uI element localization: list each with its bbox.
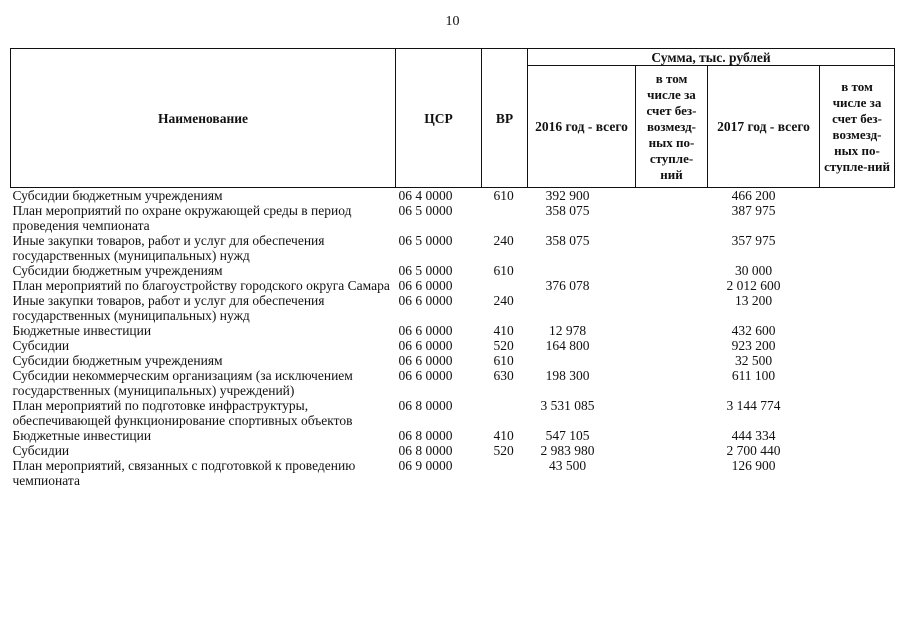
row-vr: [482, 398, 528, 428]
row-name: Бюджетные инвестиции: [12, 428, 152, 443]
row-2017-gratuitous: [820, 233, 895, 263]
row-csr: 06 8 0000: [398, 443, 453, 458]
row-2017-total: 3 144 774: [726, 398, 781, 413]
row-2016-total: [528, 293, 636, 323]
row-csr: 06 6 0000: [398, 323, 453, 338]
row-2017-total: 387 975: [731, 203, 776, 218]
table-row: [11, 428, 895, 443]
row-csr: 06 6 0000: [398, 368, 453, 383]
row-2016-total: 43 500: [548, 458, 587, 473]
page-number: 10: [445, 14, 460, 29]
row-2017-total: 2 012 600: [726, 278, 781, 293]
row-2016-total: [528, 263, 636, 278]
row-2017-gratuitous: [820, 428, 895, 443]
row-2016-total: 392 900: [545, 188, 590, 203]
table-row: [11, 368, 895, 398]
row-name: Бюджетные инвестиции: [12, 323, 152, 338]
row-2017-gratuitous: [820, 398, 895, 428]
row-vr: 630: [493, 368, 514, 383]
row-csr: 06 4 0000: [398, 188, 453, 203]
row-name: Субсидии: [12, 338, 70, 353]
row-name: Субсидии бюджетным учреждениям: [12, 188, 223, 203]
row-vr: 410: [493, 323, 514, 338]
row-csr: 06 8 0000: [398, 428, 453, 443]
row-2017-total: 466 200: [731, 188, 776, 203]
row-2016-total: 2 983 980: [540, 443, 595, 458]
header-2017-total: 2017 год - всего: [708, 66, 820, 188]
row-2016-total: 198 300: [545, 368, 590, 383]
row-csr: 06 6 0000: [398, 293, 453, 308]
row-2016-gratuitous: [636, 353, 708, 368]
header-2016-gratuitous: в том числе за счет без-возмезд-ных по-ступле-ний: [636, 66, 708, 188]
table-row: [11, 323, 895, 338]
row-name: План мероприятий по благоустройству городского округа Самара: [12, 278, 390, 293]
row-vr: 520: [493, 443, 514, 458]
row-2016-gratuitous: [636, 338, 708, 353]
row-name: Иные закупки товаров, работ и услуг для обеспечения государственных (муниципальных) нужд: [12, 233, 325, 263]
row-2016-total: 358 075: [545, 203, 590, 218]
row-2016-total: 3 531 085: [540, 398, 595, 413]
row-2016-total: 547 105: [545, 428, 590, 443]
table-row: [11, 338, 895, 353]
row-2017-total: 32 500: [734, 353, 773, 368]
row-2017-gratuitous: [820, 338, 895, 353]
row-2017-gratuitous: [820, 188, 895, 204]
table-row: [11, 278, 895, 293]
table-row: [11, 203, 895, 233]
row-2016-total: 358 075: [545, 233, 590, 248]
row-name: Субсидии некоммерческим организациям (за исключением государственных (муниципальных) учреждений): [12, 368, 353, 398]
row-2016-gratuitous: [636, 203, 708, 233]
row-2016-gratuitous: [636, 188, 708, 204]
table-body: [11, 188, 895, 489]
row-2017-gratuitous: [820, 353, 895, 368]
row-vr: 610: [493, 263, 514, 278]
row-csr: 06 5 0000: [398, 233, 453, 248]
row-name: Субсидии: [12, 443, 70, 458]
row-name: План мероприятий, связанных с подготовкой к проведению чемпионата: [12, 458, 356, 488]
row-csr: 06 6 0000: [398, 338, 453, 353]
row-2017-total: 2 700 440: [726, 443, 781, 458]
row-csr: 06 5 0000: [398, 203, 453, 218]
row-2016-total: [528, 353, 636, 368]
row-2017-total: 357 975: [731, 233, 776, 248]
row-2016-total: 376 078: [545, 278, 590, 293]
row-vr: [482, 278, 528, 293]
row-vr: 520: [493, 338, 514, 353]
row-vr: [482, 203, 528, 233]
row-2017-gratuitous: [820, 368, 895, 398]
row-2016-gratuitous: [636, 443, 708, 458]
row-2017-total: 126 900: [731, 458, 776, 473]
header-2016-total: 2016 год - всего: [528, 66, 636, 188]
row-vr: 410: [493, 428, 514, 443]
table-row: [11, 188, 895, 204]
row-csr: 06 8 0000: [398, 398, 453, 413]
row-2016-gratuitous: [636, 233, 708, 263]
row-vr: 610: [493, 353, 514, 368]
row-2016-gratuitous: [636, 293, 708, 323]
row-2017-gratuitous: [820, 263, 895, 278]
row-2017-gratuitous: [820, 293, 895, 323]
table-row: [11, 458, 895, 488]
row-2017-total: 30 000: [734, 263, 773, 278]
row-csr: 06 5 0000: [398, 263, 453, 278]
row-name: План мероприятий по подготовке инфраструктуры, обеспечивающей функционирование спортивных объектов: [12, 398, 353, 428]
table-row: [11, 233, 895, 263]
row-2017-total: 444 334: [731, 428, 776, 443]
table-row: [11, 443, 895, 458]
row-2016-gratuitous: [636, 368, 708, 398]
row-2016-gratuitous: [636, 398, 708, 428]
header-csr: ЦСР: [396, 49, 482, 188]
row-vr: 240: [493, 293, 514, 308]
row-csr: 06 6 0000: [398, 353, 453, 368]
row-2017-total: 432 600: [731, 323, 776, 338]
row-2016-gratuitous: [636, 278, 708, 293]
row-2017-total: 13 200: [734, 293, 773, 308]
row-name: План мероприятий по охране окружающей среды в период проведения чемпионата: [12, 203, 352, 233]
header-name: Наименование: [11, 49, 396, 188]
row-csr: 06 9 0000: [398, 458, 453, 473]
row-name: Субсидии бюджетным учреждениям: [12, 263, 223, 278]
row-name: Иные закупки товаров, работ и услуг для обеспечения государственных (муниципальных) нужд: [12, 293, 325, 323]
row-vr: 240: [493, 233, 514, 248]
row-2016-gratuitous: [636, 323, 708, 338]
row-2017-total: 611 100: [731, 368, 776, 383]
row-name: Субсидии бюджетным учреждениям: [12, 353, 223, 368]
header-sum-group: Сумма, тыс. рублей: [528, 49, 895, 66]
row-vr: [482, 458, 528, 488]
row-2016-total: 12 978: [548, 323, 587, 338]
table-header: [11, 49, 895, 188]
row-2017-gratuitous: [820, 203, 895, 233]
table-row: [11, 263, 895, 278]
table-row: [11, 398, 895, 428]
header-vr: ВР: [482, 49, 528, 188]
table-row: [11, 293, 895, 323]
row-2017-gratuitous: [820, 323, 895, 338]
row-2017-gratuitous: [820, 443, 895, 458]
row-2017-gratuitous: [820, 458, 895, 488]
row-vr: 610: [493, 188, 514, 203]
row-2016-gratuitous: [636, 428, 708, 443]
row-2017-total: 923 200: [731, 338, 776, 353]
header-2017-gratuitous: в том числе за счет без-возмезд-ных по-ступле-ний: [820, 66, 895, 188]
row-2016-total: 164 800: [545, 338, 590, 353]
row-2017-gratuitous: [820, 278, 895, 293]
table-row: [11, 353, 895, 368]
row-csr: 06 6 0000: [398, 278, 453, 293]
row-2016-gratuitous: [636, 263, 708, 278]
budget-table: [10, 48, 895, 488]
row-2016-gratuitous: [636, 458, 708, 488]
